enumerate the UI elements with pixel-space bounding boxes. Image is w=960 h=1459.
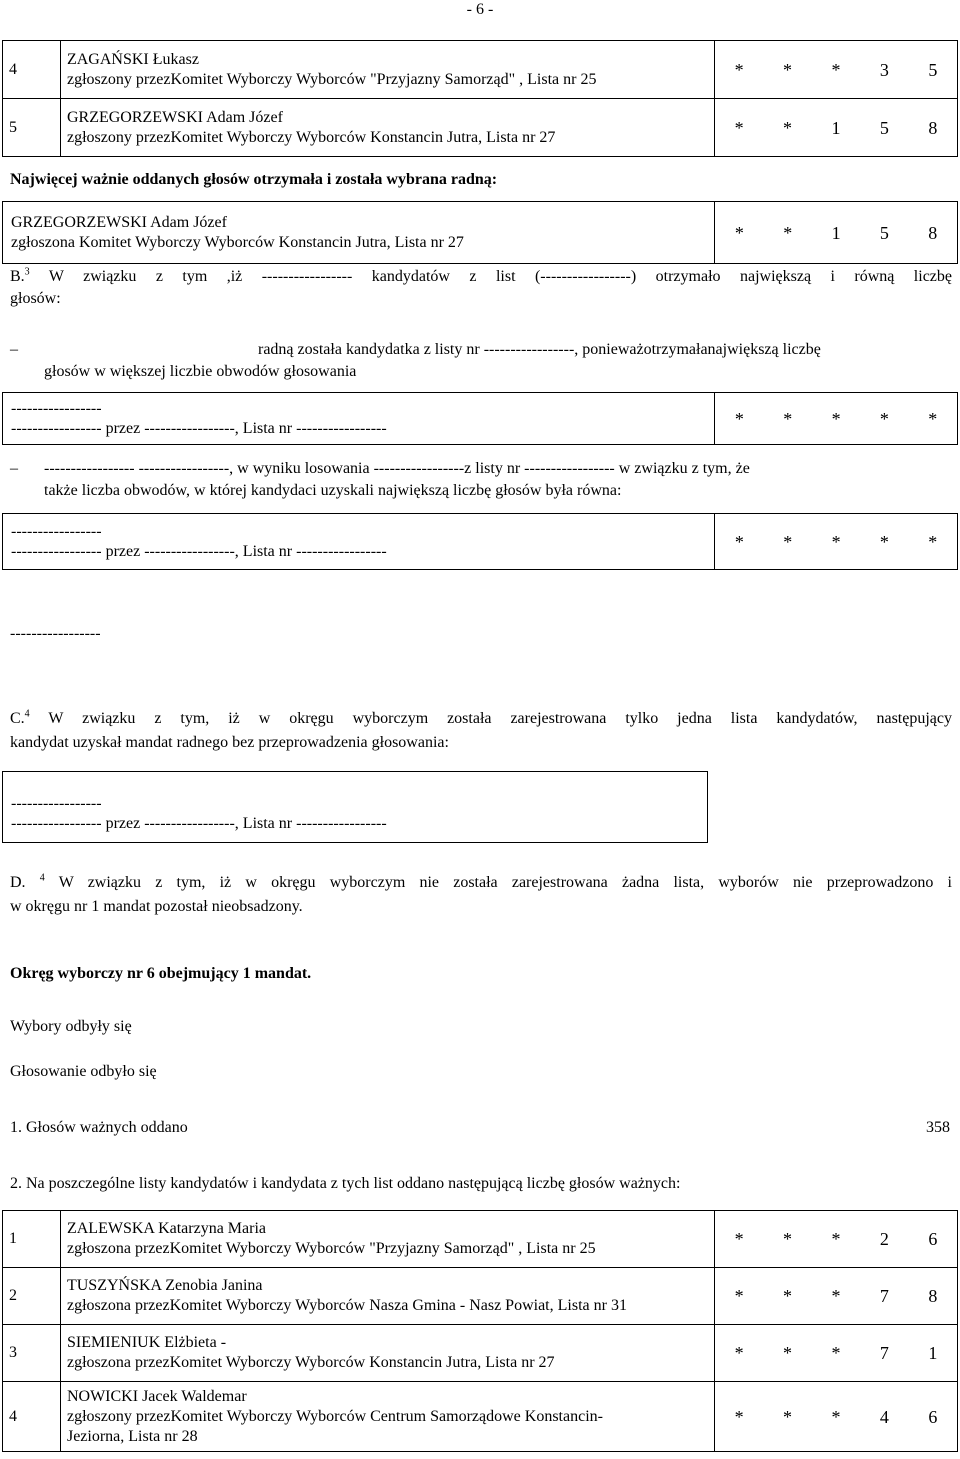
elected-heading: Najwięcej ważnie oddanych głosów otrzymała i została wybrana radną: [10, 171, 498, 188]
vote-digit: * [879, 531, 889, 552]
footnote-marker: 4 [24, 708, 30, 720]
top-candidates-table [2, 40, 958, 157]
vote-digit: * [783, 1229, 793, 1249]
elected-name: GRZEGORZEWSKI Adam Józef [11, 213, 227, 231]
section-b-text: W związku z tym ,iż ----------------- kandydatów z list (-----------------) otrzymało największą i równą liczbę [48, 268, 953, 285]
section-d-line1 [10, 873, 952, 893]
candidate-name: SIEMIENIUK Elżbieta - [66, 1334, 227, 1351]
vote-digit: * [734, 59, 744, 80]
vote-digit: * [928, 531, 938, 552]
table-row [3, 202, 958, 264]
box-line: ----------------- [11, 399, 102, 417]
candidate-cell [60, 1382, 714, 1452]
vote-digit: 1 [831, 117, 841, 138]
candidate-name: GRZEGORZEWSKI Adam Józef [66, 108, 283, 126]
footnote-marker: 3 [24, 266, 30, 278]
section-c-label: C. [10, 710, 25, 727]
vote-digit: 7 [879, 1343, 889, 1363]
vote-digit: 2 [879, 1229, 889, 1249]
candidate-name: TUSZYŃSKA Zenobia Janina [66, 1277, 263, 1294]
section-b-after-dashes: ----------------- [10, 625, 101, 642]
vote-digit: * [831, 59, 841, 80]
section-c-text: W związku z tym, iż w okręgu wyborczym została zarejestrowana tylko jedna lista kandydatów, następujący [48, 710, 953, 727]
vote-count [714, 99, 957, 157]
vote-digit: * [831, 1286, 841, 1306]
section-b-line1 [10, 267, 952, 287]
table-row [3, 514, 958, 570]
elections-held: Wybory odbyły się [10, 1018, 132, 1035]
voting-held: Głosowanie odbyło się [10, 1063, 157, 1080]
vote-digit: * [831, 1406, 841, 1427]
vote-digit: 4 [879, 1406, 889, 1427]
section-c-line1 [10, 709, 952, 729]
vote-digit: * [783, 1406, 793, 1427]
candidate-cell [60, 1325, 714, 1382]
vote-digit: 8 [928, 117, 938, 138]
candidate-submitter-cont: Jeziorna, Lista nr 28 [66, 1427, 198, 1445]
vote-digit: * [783, 59, 793, 80]
candidate-submitter: zgłoszona przezKomitet Wyborczy Wyborców "Przyjazny Samorząd" , Lista nr 25 [66, 1240, 596, 1257]
section-b-item2-line2: także liczba obwodów, w której kandydaci uzyskali największą liczbę głosów była równa: [44, 482, 622, 499]
table-row [3, 1268, 958, 1325]
vote-digit: 1 [928, 1343, 938, 1363]
candidate-name: ZALEWSKA Katarzyna Maria [66, 1220, 267, 1237]
box-line: ----------------- przez -----------------, Lista nr ----------------- [11, 542, 387, 560]
vote-digit: * [879, 408, 889, 429]
box-line: ----------------- przez -----------------, Lista nr ----------------- [11, 815, 387, 832]
vote-digit: 6 [928, 1406, 938, 1427]
candidate-submitter: zgłoszona przezKomitet Wyborczy Wyborców Nasza Gmina - Nasz Powiat, Lista nr 31 [66, 1297, 627, 1314]
section-c-box [2, 771, 708, 843]
candidate-number: 4 [3, 41, 61, 99]
candidate-submitter: zgłoszona przezKomitet Wyborczy Wyborców Konstancin Jutra, Lista nr 27 [66, 1354, 555, 1371]
box-line: ----------------- [11, 795, 102, 812]
vote-count [714, 1325, 957, 1382]
table-row [3, 41, 958, 99]
footnote-marker: 4 [39, 872, 45, 884]
table-row [3, 1211, 958, 1268]
box-line: ----------------- przez -----------------, Lista nr ----------------- [11, 419, 387, 437]
vote-count [714, 1211, 957, 1268]
section-b-item1-line2: głosów w większej liczbie obwodów głosowania [44, 363, 357, 380]
vote-digit: 5 [879, 222, 889, 243]
box-line: ----------------- [11, 522, 102, 540]
candidate-submitter: zgłoszony przezKomitet Wyborczy Wyborców Konstancin Jutra, Lista nr 27 [66, 128, 556, 146]
section-b-label: B. [10, 268, 25, 285]
vote-digit: * [734, 1229, 744, 1249]
vote-digit: * [734, 408, 744, 429]
table-row [3, 1325, 958, 1382]
vote-count [715, 514, 958, 570]
section-b-box1 [2, 392, 958, 445]
vote-digit: * [783, 1286, 793, 1306]
vote-digit: * [783, 1343, 793, 1363]
vote-digit: * [734, 222, 744, 243]
candidate-submitter: zgłoszony przezKomitet Wyborczy Wyborców Centrum Samorządowe Konstancin- [66, 1407, 603, 1425]
valid-votes-label: 1. Głosów ważnych oddano [10, 1119, 188, 1136]
valid-votes-value: 358 [926, 1119, 950, 1136]
vote-digit: 5 [928, 59, 938, 80]
elected-submitter: zgłoszona Komitet Wyborczy Wyborców Konstancin Jutra, Lista nr 27 [11, 233, 464, 251]
candidate-cell [60, 1211, 714, 1268]
candidate-number: 1 [3, 1211, 61, 1268]
section-b-item2-line1: ----------------- -----------------, w wyniku losowania -----------------z listy nr ----------------- w związku z tym, że [44, 460, 750, 477]
candidate-submitter: zgłoszony przezKomitet Wyborczy Wyborców "Przyjazny Samorząd" , Lista nr 25 [66, 70, 597, 88]
section-b-line2: głosów: [10, 290, 61, 307]
candidate-number: 2 [3, 1268, 61, 1325]
district-heading: Okręg wyborczy nr 6 obejmujący 1 mandat. [10, 965, 312, 982]
elected-cell [3, 202, 715, 264]
vote-digit: 6 [928, 1229, 938, 1249]
candidate-cell [60, 99, 714, 157]
table-row [3, 393, 958, 445]
vote-digit: * [783, 408, 793, 429]
vote-digit: * [831, 408, 841, 429]
vote-digit: * [831, 1229, 841, 1249]
section-b-item1-line1: radną została kandydatka z listy nr -----------------, ponieważotrzymałanajwiększą liczbę [258, 341, 821, 358]
vote-digit: * [734, 531, 744, 552]
vote-digit: 8 [928, 222, 938, 243]
vote-digit: * [831, 1343, 841, 1363]
vote-digit: * [783, 117, 793, 138]
bullet-dash: – [10, 341, 18, 358]
lists-heading: 2. Na poszczególne listy kandydatów i kandydata z tych list oddano następującą liczbę głosów ważnych: [10, 1175, 681, 1192]
bullet-dash: – [10, 460, 18, 477]
vote-digit: * [734, 1343, 744, 1363]
section-d-text: W związku z tym, iż w okręgu wyborczym nie została zarejestrowana żadna lista, wyborów nie przeprowadzono i [58, 874, 953, 891]
vote-digit: * [783, 222, 793, 243]
vote-count [714, 1382, 957, 1452]
box-cell [3, 514, 715, 570]
vote-digit: * [783, 531, 793, 552]
vote-digit: 1 [831, 222, 841, 243]
vote-digit: * [734, 117, 744, 138]
vote-count [714, 1268, 957, 1325]
candidate-number: 4 [3, 1382, 61, 1452]
table-row [3, 99, 958, 157]
section-c-line2: kandydat uzyskał mandat radnego bez przeprowadzenia głosowania: [10, 734, 449, 751]
candidate-name: ZAGAŃSKI Łukasz [66, 50, 199, 68]
vote-digit: * [928, 408, 938, 429]
vote-digit: 3 [879, 59, 889, 80]
elected-table [2, 201, 958, 264]
section-d-label: D. [10, 874, 26, 891]
vote-count [715, 202, 958, 264]
candidate-number: 3 [3, 1325, 61, 1382]
bottom-candidates-table [2, 1210, 958, 1452]
vote-digit: 8 [928, 1286, 938, 1306]
candidate-number: 5 [3, 99, 61, 157]
candidate-cell [60, 41, 714, 99]
box-cell [3, 393, 715, 445]
vote-digit: * [831, 531, 841, 552]
page-number: - 6 - [466, 1, 494, 18]
section-d-line2: w okręgu nr 1 mandat pozostał nieobsadzony. [10, 898, 303, 915]
vote-count [715, 393, 958, 445]
vote-digit: * [734, 1286, 744, 1306]
vote-digit: * [734, 1406, 744, 1427]
section-b-box2 [2, 513, 958, 570]
candidate-name: NOWICKI Jacek Waldemar [66, 1387, 247, 1405]
vote-digit: 7 [879, 1286, 889, 1306]
candidate-cell [60, 1268, 714, 1325]
vote-count [714, 41, 957, 99]
vote-digit: 5 [879, 117, 889, 138]
table-row [3, 1382, 958, 1452]
